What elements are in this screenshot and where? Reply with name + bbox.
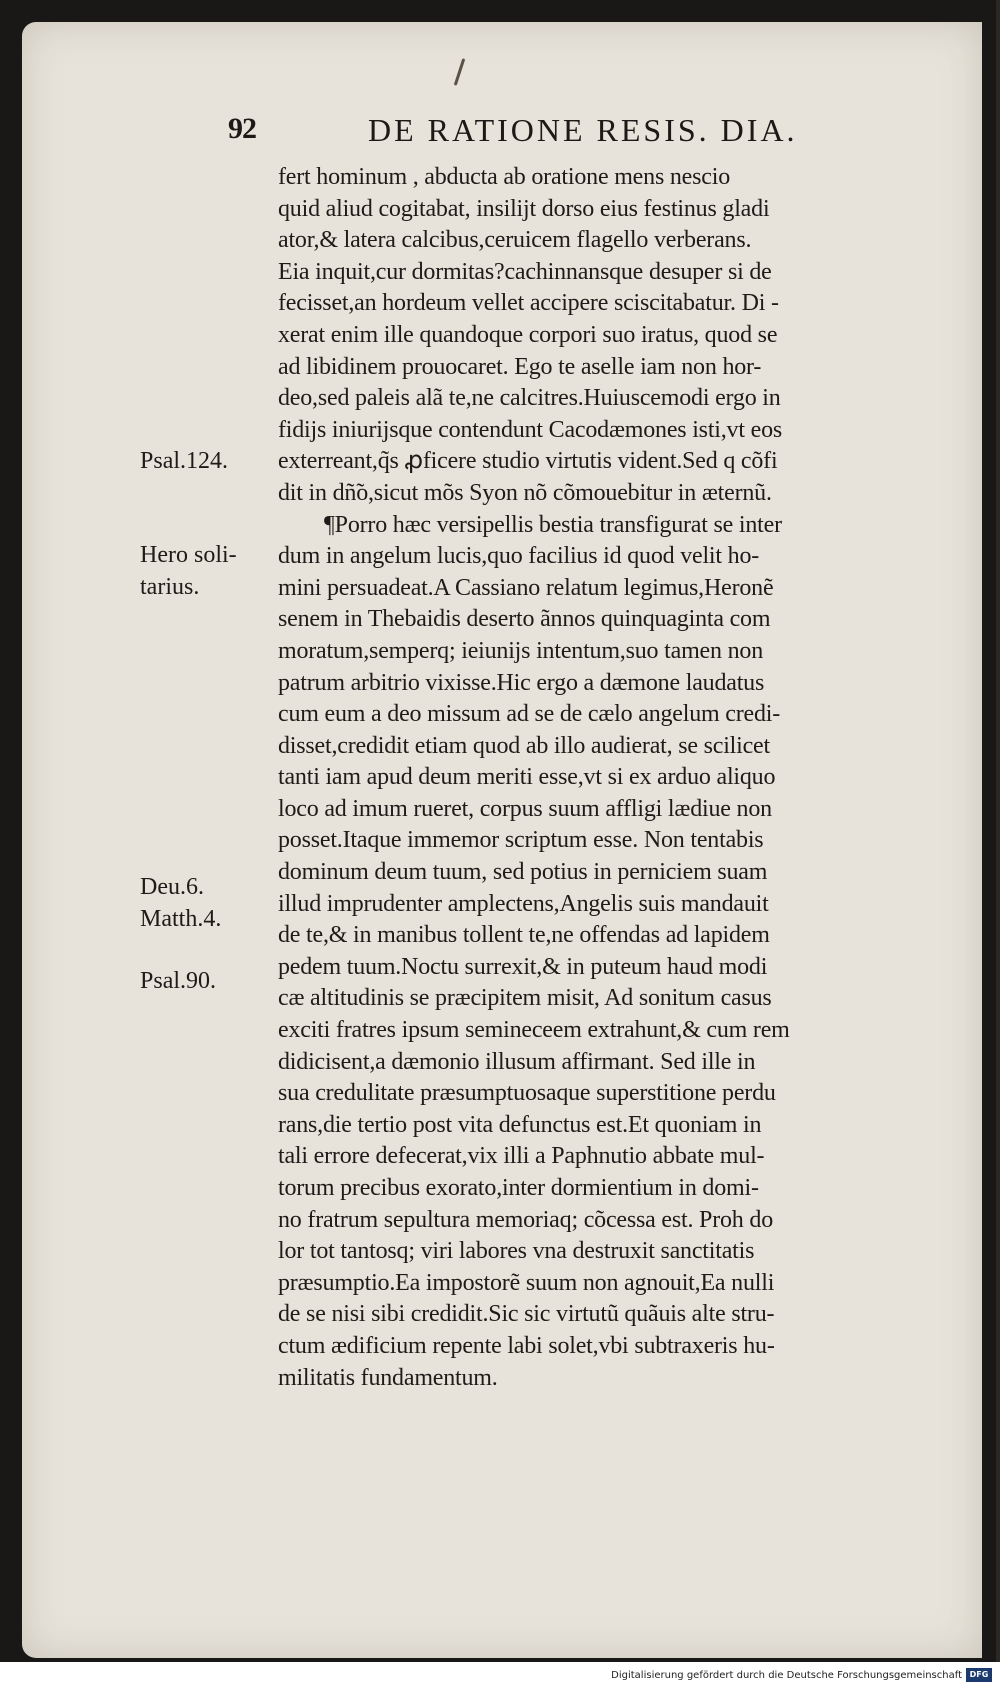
text-line: dit in dñ̃o,sicut mõs Syon nõ cõmouebitur in æternũ.: [278, 479, 772, 506]
text-line: dum in angelum lucis,quo facilius id quod velit ho-: [278, 543, 760, 570]
margin-note-deuteronomy: Deu.6.: [140, 874, 204, 900]
text-line: quid aliud cogitabat, insilijt dorso eius festinus gladi: [278, 195, 770, 222]
text-line: ator,& latera calcibus,ceruicem flagello verberans.: [278, 227, 752, 254]
text-line: militatis fundamentum.: [278, 1364, 498, 1391]
text-line: fert hominum , abducta ab oratione mens nescio: [278, 164, 730, 190]
margin-note-psalm-124: Psal.124.: [140, 448, 229, 474]
text-line: mini persuadeat.A Cassiano relatum legimus,Heronẽ: [278, 574, 774, 601]
text-line: loco ad imum rueret, corpus suum affligi lædiue non: [278, 795, 772, 822]
text-line: rans,die tertio post vita defunctus est.Et quoniam in: [278, 1111, 762, 1138]
text-line: illud imprudenter amplectens,Angelis suis mandauit: [278, 890, 769, 917]
footer-credit: [0, 1662, 1000, 1690]
text-line: lor tot tantosq; viri labores vna destruxit sanctitatis: [278, 1238, 755, 1265]
text-line: fecisset,an hordeum vellet accipere sciscitabatur. Di -: [278, 290, 779, 317]
text-line: ¶Porro hæc versipellis bestia transfigurat se inter: [324, 511, 782, 538]
text-line: exciti fratres ipsum semineceem extrahunt,& cum rem: [278, 1017, 790, 1044]
text-line: moratum,semperq; ieiunijs intentum,suo tamen non: [278, 637, 763, 664]
folio-number: 92: [228, 112, 256, 145]
text-line: ctum ædificium repente labi solet,vbi subtraxeris hu-: [278, 1332, 775, 1359]
text-line: cæ altitudinis se præcipitem misit, Ad sonitum casus: [278, 985, 772, 1012]
body-text: [278, 162, 958, 1394]
text-line: de te,& in manibus tollent te,ne offendas ad lapidem: [278, 922, 770, 949]
margin-note-psalm-90: Psal.90.: [140, 968, 217, 994]
text-line: xerat enim ille quandoque corpori suo iratus, quod se: [278, 321, 778, 348]
credit-text: Digitalisierung gefördert durch die Deutsche Forschungsgemeinschaft: [611, 1670, 962, 1681]
margin-note-hero-line1: Hero soli-: [140, 542, 237, 568]
text-line: senem in Thebaidis deserto ãnnos quinquaginta com: [278, 606, 771, 633]
text-line: torum precibus exorato,inter dormientium in domi-: [278, 1175, 759, 1201]
dfg-logo: DFG: [966, 1668, 992, 1682]
text-line: cum eum a deo missum ad se de cælo angelum credi-: [278, 701, 781, 728]
text-line: posset.Itaque immemor scriptum esse. Non tentabis: [278, 827, 764, 854]
page-header: [228, 112, 908, 152]
text-line: tali errore defecerat,vix illi a Paphnutio abbate mul-: [278, 1143, 765, 1170]
text-line: disset,credidit etiam quod ab illo audierat, se scilicet: [278, 732, 770, 759]
text-line: deo,sed paleis alã te,ne calcitres.Huiuscemodi ergo in: [278, 385, 781, 412]
text-line: fidijs iniurijsque contendunt Cacodæmones isti,vt eos: [278, 416, 783, 443]
running-head: DE RATIONE RESIS. DIA.: [368, 112, 798, 148]
margin-note-matthew: Matth.4.: [140, 906, 222, 932]
book-edge: [996, 0, 1000, 1662]
text-line: exterreant,q̃s ꝓficere studio virtutis vident.Sed q cõfi: [278, 448, 778, 475]
text-line: dominum deum tuum, sed potius in perniciem suam: [278, 859, 768, 886]
text-line: tanti iam apud deum meriti esse,vt si ex arduo aliquo: [278, 764, 776, 791]
text-line: no fratrum sepultura memoriaq; cõcessa est. Proh do: [278, 1206, 773, 1233]
text-line: pedem tuum.Noctu surrexit,& in puteum haud modi: [278, 953, 768, 980]
text-line: sua credulitate præsumptuosaque superstitione perdu: [278, 1080, 776, 1107]
text-line: de se nisi sibi credidit.Sic sic virtutũ quãuis alte stru-: [278, 1301, 775, 1328]
text-line: patrum arbitrio vixisse.Hic ergo a dæmone laudatus: [278, 669, 765, 696]
margin-note-hero-line2: tarius.: [140, 574, 200, 600]
text-line: ad libidinem prouocaret. Ego te aselle iam non hor-: [278, 353, 762, 380]
text-line: præsumptio.Ea impostorẽ suum non agnouit,Ea nulli: [278, 1269, 775, 1296]
text-line: Eia inquit,cur dormitas?cachinnansque desuper si de: [278, 258, 772, 285]
text-line: didicisent,a dæmonio illusum affirmant. Sed ille in: [278, 1048, 756, 1075]
